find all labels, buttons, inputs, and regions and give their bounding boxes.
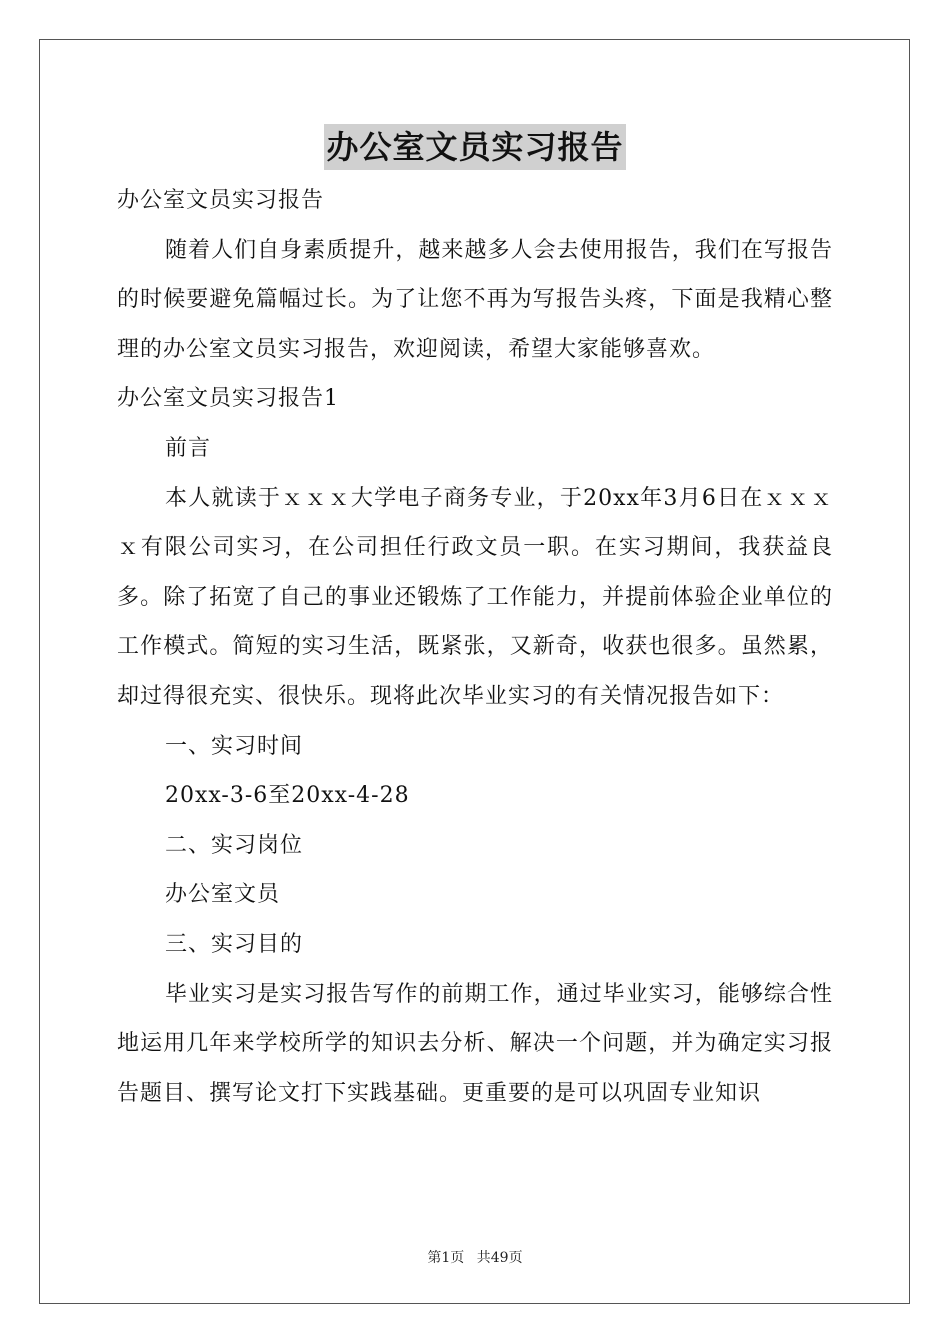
paragraph: 20xx-3-6至20xx-4-28	[165, 783, 410, 809]
document-title-container	[0, 124, 950, 174]
paragraph: 前言	[165, 435, 212, 461]
paragraph: 办公室文员实习报告	[117, 188, 325, 213]
paragraph: 随着人们自身素质提升，越来越多人会去使用报告，我们在写报告的时候要避免篇幅过长。为了让您不再为写报告头疼，下面是我精心整理的办公室文员实习报告，欢迎阅读，希望大家能够喜欢。	[117, 237, 833, 362]
document-body	[117, 176, 833, 1118]
paragraph: 本人就读于ｘｘｘ大学电子商务专业，于20xx年3月6日在ｘｘｘｘ有限公司实习，在公司担任行政文员一职。在实习期间，我获益良多。除了拓宽了自己的事业还锻炼了工作能力，并提前体验企业单位的工作模式。简短的实习生活，既紧张，又新奇，收获也很多。虽然累，却过得很充实、很快乐。现将此次毕业实习的有关情况报告如下：	[117, 485, 833, 709]
document-title: 办公室文员实习报告	[324, 124, 625, 170]
page-footer	[0, 1247, 950, 1267]
paragraph: 一、实习时间	[165, 733, 304, 759]
section-heading: 办公室文员实习报告1	[117, 386, 339, 412]
paragraph: 三、实习目的	[165, 931, 304, 957]
paragraph: 办公室文员	[165, 882, 281, 908]
page-number: 第1页	[427, 1250, 465, 1266]
paragraph: 二、实习岗位	[165, 832, 304, 858]
paragraph: 毕业实习是实习报告写作的前期工作，通过毕业实习，能够综合性地运用几年来学校所学的知识去分析、解决一个问题，并为确定实习报告题目、撰写论文打下实践基础。更重要的是可以巩固专业知识	[117, 981, 833, 1106]
page-total: 共49页	[476, 1250, 523, 1266]
